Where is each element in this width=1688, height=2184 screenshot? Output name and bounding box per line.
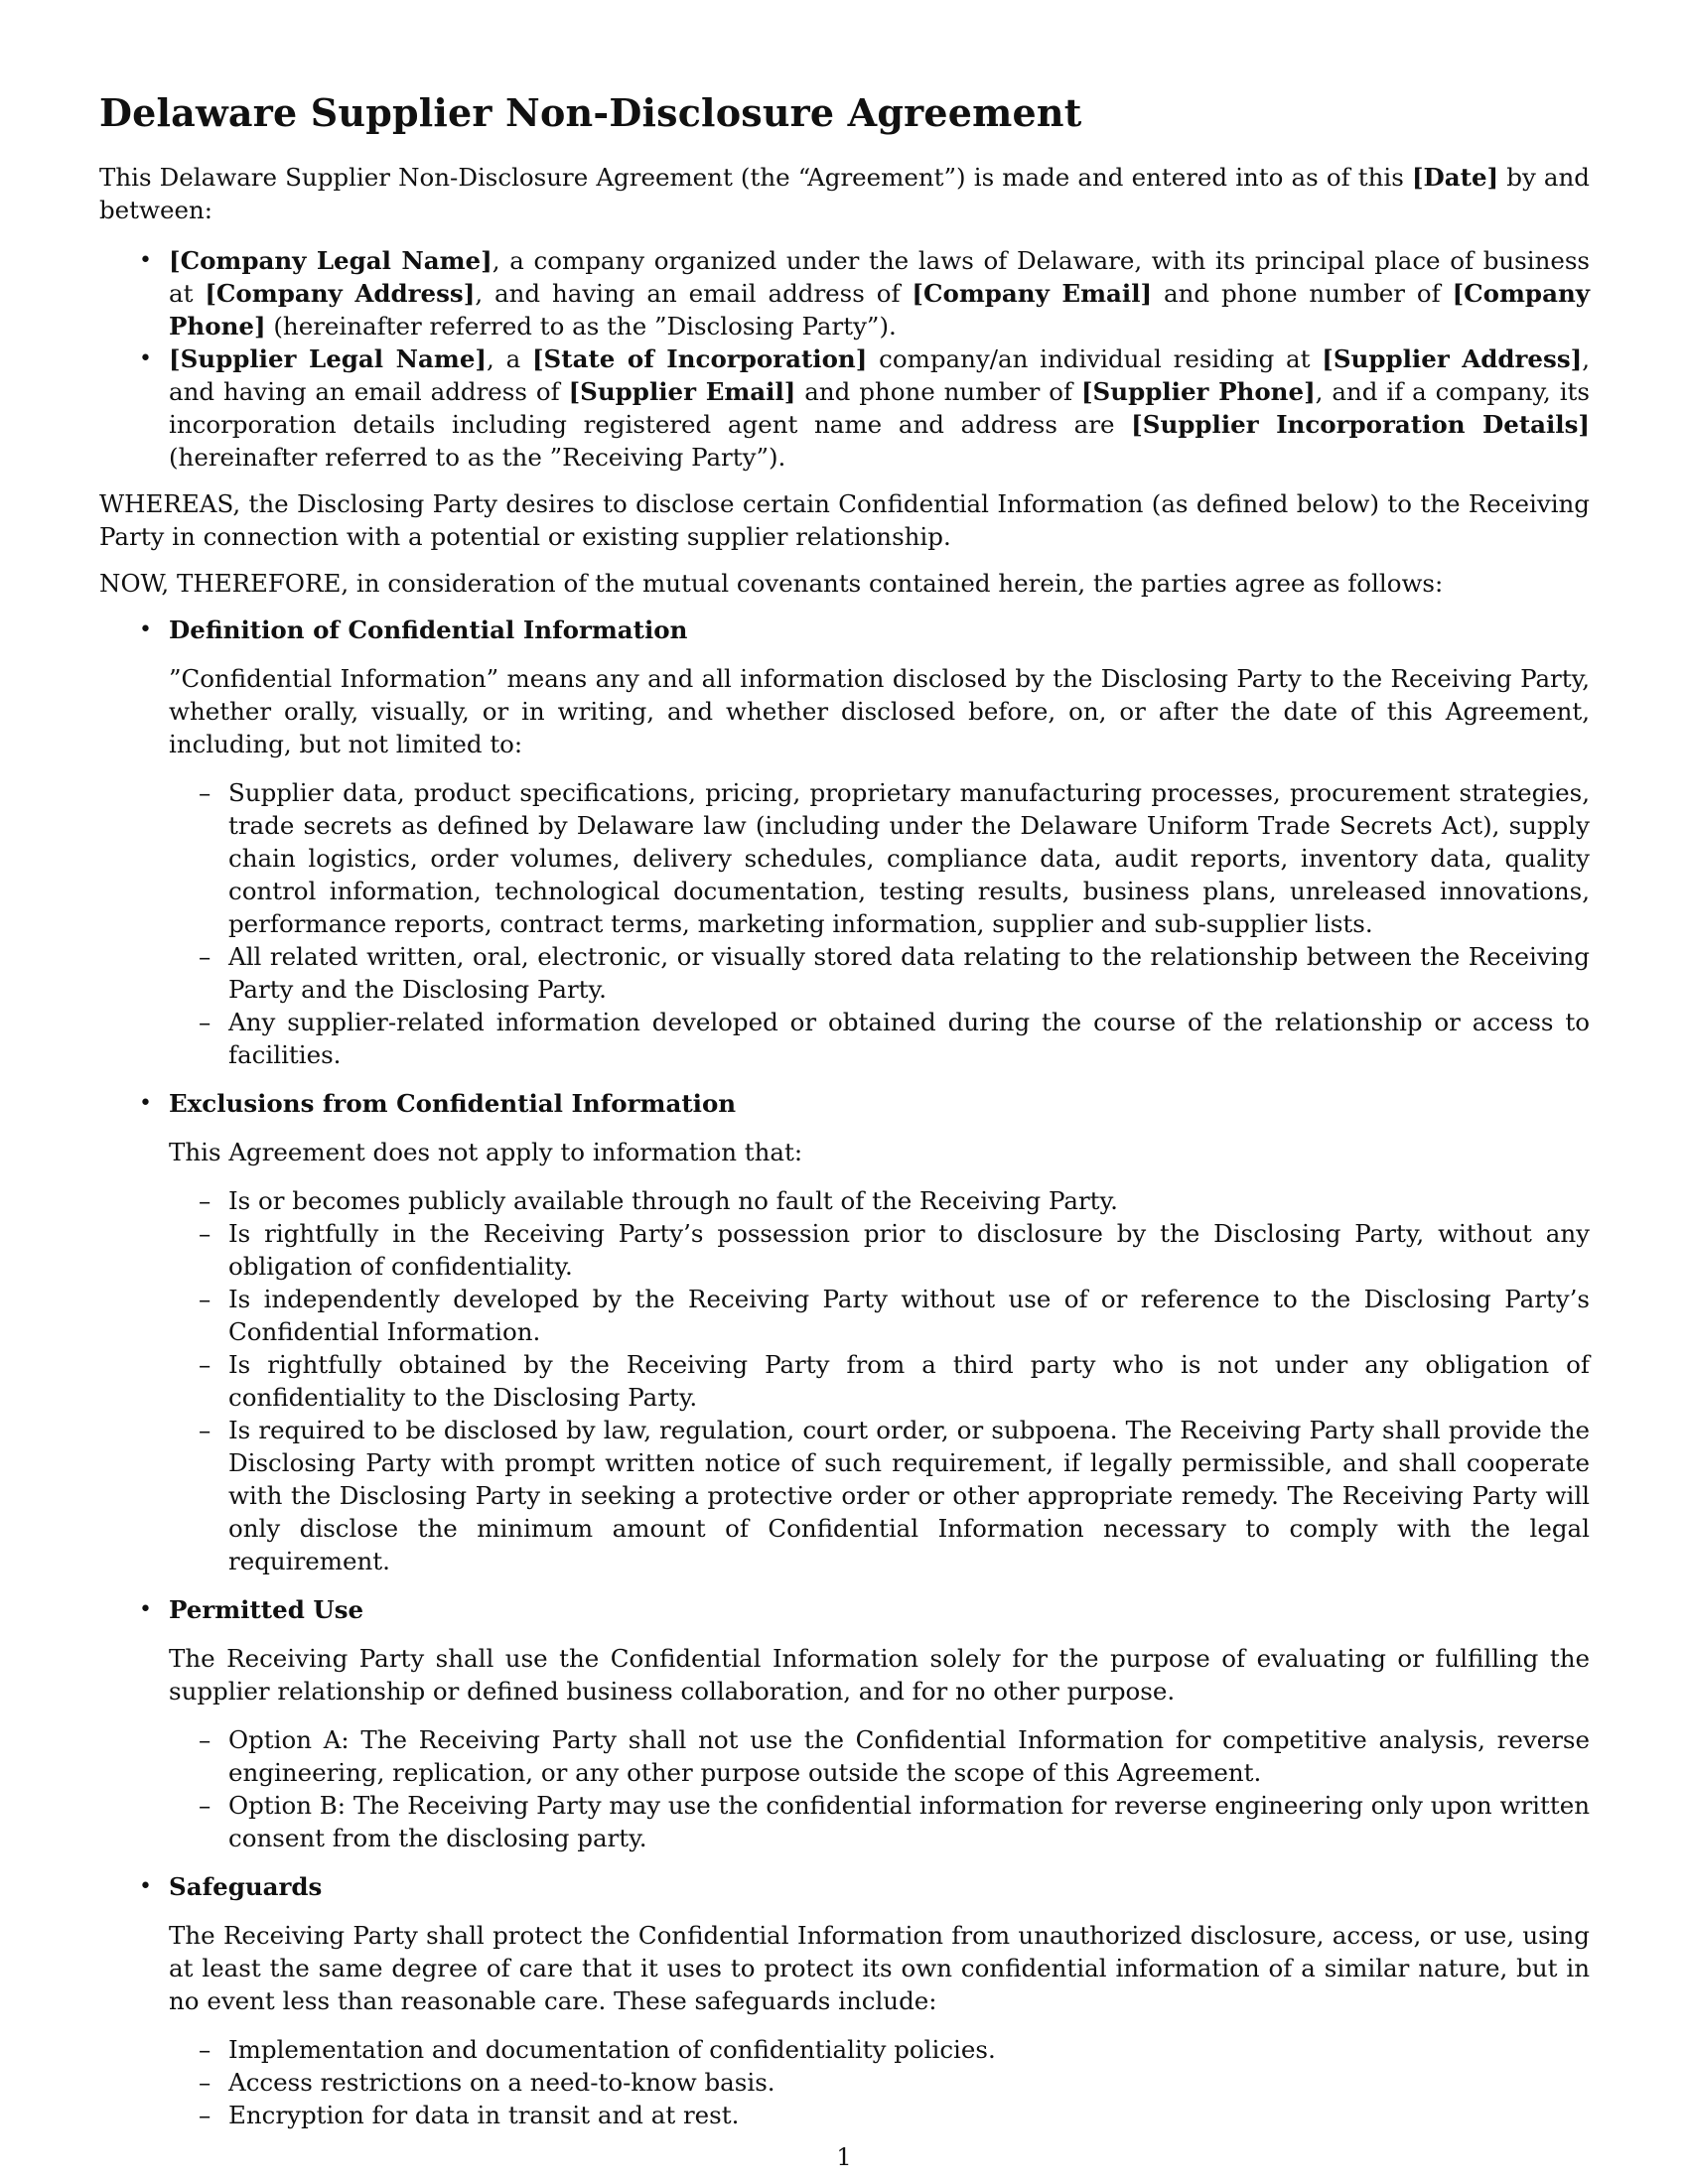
dash-icon: – — [199, 2068, 211, 2097]
party-receiving — [99, 342, 1590, 474]
supplier-legal-name-placeholder: [Supplier Legal Name] — [169, 344, 488, 373]
party-text: , a — [487, 344, 532, 373]
party-text: and phone number of — [795, 377, 1081, 406]
now-therefore-paragraph: NOW, THEREFORE, in consideration of the mutual covenants contained herein, the parties agree as follows: — [99, 569, 1444, 598]
dash-icon: – — [199, 2035, 211, 2064]
party-text: , and if a company, its incorporation details including registered agent name and address are — [169, 377, 1590, 439]
state-of-incorporation-placeholder: [State of Incorporation] — [531, 344, 868, 373]
section-title: Permitted Use — [169, 1595, 364, 1624]
list-item-text: Supplier data, product specifications, pricing, proprietary manufacturing processes, procurement strategies, trade secrets as defined by Delaware law (including under the Delaware Uniform Trade Secrets Act), supply chain logistics, order volumes, delivery schedules, compliance data, audit reports, inventory data, quality control information, technological documentation, testing results, business plans, unreleased innovations, performance reports, contract terms, marketing information, supplier and sub-supplier lists. — [228, 778, 1590, 938]
list-item — [169, 1217, 1590, 1283]
page-number: 1 — [836, 2143, 852, 2171]
list-item-text: Any supplier-related information developed or obtained during the course of the relationship or access to facilities. — [228, 1008, 1590, 1069]
list-item-text: Is required to be disclosed by law, regulation, court order, or subpoena. The Receiving Party shall provide the Disclosing Party with prompt written notice of such requirement, if legally permissible, and shall cooperate with the Disclosing Party in seeking a protective order or other appropriate remedy. The Receiving Party will only disclose the minimum amount of Confidential Information necessary to comply with the legal requirement. — [228, 1416, 1590, 1575]
dash-icon: – — [199, 778, 211, 807]
document-body — [99, 85, 1590, 2147]
list-item — [169, 1283, 1590, 1348]
list-item — [169, 1184, 1590, 1217]
bullet-icon: • — [139, 1091, 152, 1116]
section-permitted-use — [99, 1593, 1590, 1854]
section-definition — [99, 614, 1590, 1071]
document-title: Delaware Supplier Non-Disclosure Agreement — [99, 90, 1082, 135]
bullet-icon: • — [139, 248, 152, 273]
section-title: Exclusions from Confidential Information — [169, 1089, 737, 1118]
company-email-placeholder: [Company Email] — [912, 279, 1153, 308]
dash-icon: – — [199, 1791, 211, 1820]
party-text: , and having an email address of — [169, 344, 1590, 406]
list-item-text: Access restrictions on a need-to-know basis. — [228, 2068, 775, 2097]
bullet-icon: • — [139, 617, 152, 642]
dash-icon: – — [199, 1186, 211, 1215]
party-text: , and having an email address of — [475, 279, 913, 308]
list-item — [169, 1723, 1590, 1789]
sub-list — [169, 2033, 1590, 2131]
bullet-icon: • — [139, 346, 152, 371]
list-item — [169, 1789, 1590, 1854]
list-item-text: Is independently developed by the Receiving Party without use of or reference to the Disclosing Party’s Confidential Information. — [228, 1285, 1590, 1346]
list-item — [169, 1414, 1590, 1577]
list-item — [169, 2099, 1590, 2131]
company-legal-name-placeholder: [Company Legal Name] — [169, 246, 492, 275]
list-item-text: Option B: The Receiving Party may use the confidential information for reverse engineering only upon written consent from the disclosing party. — [228, 1791, 1590, 1852]
list-item — [169, 776, 1590, 940]
bullet-icon: • — [139, 1874, 152, 1899]
sub-list — [169, 1723, 1590, 1854]
section-body: This Agreement does not apply to information that: — [169, 1138, 803, 1166]
dash-icon: – — [199, 1219, 211, 1248]
list-item-text: Is rightfully in the Receiving Party’s possession prior to disclosure by the Disclosing Party, without any obligation of confidentiality. — [228, 1219, 1590, 1281]
dash-icon: – — [199, 1725, 211, 1754]
section-safeguards — [99, 1870, 1590, 2131]
section-body: The Receiving Party shall protect the Confidential Information from unauthorized disclosure, access, or use, using at least the same degree of care that it uses to protect its own confidential information of a similar nature, but in no event less than reasonable care. These safeguards include: — [169, 1921, 1590, 2015]
company-phone-placeholder: [Company Phone] — [169, 279, 1590, 341]
list-item-text: All related written, oral, electronic, or visually stored data relating to the relationship between the Receiving Party and the Disclosing Party. — [228, 942, 1590, 1004]
supplier-incorporation-details-placeholder: [Supplier Incorporation Details] — [1131, 410, 1591, 439]
whereas-paragraph: WHEREAS, the Disclosing Party desires to disclose certain Confidential Information (as defined below) to the Receiving Party in connection with a potential or existing supplier relationship. — [99, 489, 1590, 551]
party-text: company/an individual residing at — [867, 344, 1323, 373]
section-title: Definition of Confidential Information — [169, 615, 688, 644]
party-text: , a company organized under the laws of Delaware, with its principal place of business at — [169, 246, 1590, 308]
list-item-text: Implementation and documentation of confidentiality policies. — [228, 2035, 996, 2064]
bullet-icon: • — [139, 1597, 152, 1622]
list-item-text: Encryption for data in transit and at rest. — [228, 2101, 740, 2129]
supplier-address-placeholder: [Supplier Address] — [1322, 344, 1583, 373]
dash-icon: – — [199, 1285, 211, 1313]
dash-icon: – — [199, 2101, 211, 2129]
list-item-text: Is rightfully obtained by the Receiving Party from a third party who is not under any obligation of confidentiality to the Disclosing Party. — [228, 1350, 1590, 1412]
sub-list — [169, 776, 1590, 1071]
list-item — [169, 2033, 1590, 2066]
party-text: (hereinafter referred to as the ”Receiving Party”). — [169, 443, 786, 472]
intro-paragraph — [99, 161, 1590, 226]
company-address-placeholder: [Company Address] — [205, 279, 476, 308]
list-item — [169, 940, 1590, 1006]
section-title: Safeguards — [169, 1872, 323, 1901]
parties-list — [99, 244, 1590, 474]
intro-text: This Delaware Supplier Non-Disclosure Agreement (the “Agreement”) is made and entered into as of this — [99, 163, 1412, 192]
sub-list — [169, 1184, 1590, 1577]
dash-icon: – — [199, 1008, 211, 1036]
list-item — [169, 1006, 1590, 1071]
party-disclosing — [99, 244, 1590, 342]
intro-text-end: by and between: — [99, 163, 1590, 224]
dash-icon: – — [199, 1350, 211, 1379]
party-text: (hereinafter referred to as the ”Disclosing Party”). — [265, 312, 897, 341]
section-body: ”Confidential Information” means any and all information disclosed by the Disclosing Party to the Receiving Party, whether orally, visually, or in writing, and whether disclosed before, on, or after the date of this Agreement, including, but not limited to: — [169, 664, 1590, 758]
dash-icon: – — [199, 1416, 211, 1444]
party-text: and phone number of — [1152, 279, 1453, 308]
section-body: The Receiving Party shall use the Confidential Information solely for the purpose of evaluating or fulfilling the supplier relationship or defined business collaboration, and for no other purpose. — [169, 1644, 1590, 1706]
list-item-text: Option A: The Receiving Party shall not use the Confidential Information for competitive analysis, reverse engineering, replication, or any other purpose outside the scope of this Agreement. — [228, 1725, 1590, 1787]
list-item — [169, 1348, 1590, 1414]
sections-list — [99, 614, 1590, 2131]
dash-icon: – — [199, 942, 211, 971]
section-exclusions — [99, 1087, 1590, 1577]
supplier-phone-placeholder: [Supplier Phone] — [1080, 377, 1316, 406]
date-placeholder: [Date] — [1411, 163, 1499, 192]
supplier-email-placeholder: [Supplier Email] — [568, 377, 796, 406]
list-item-text: Is or becomes publicly available through no fault of the Receiving Party. — [228, 1186, 1118, 1215]
list-item — [169, 2066, 1590, 2099]
